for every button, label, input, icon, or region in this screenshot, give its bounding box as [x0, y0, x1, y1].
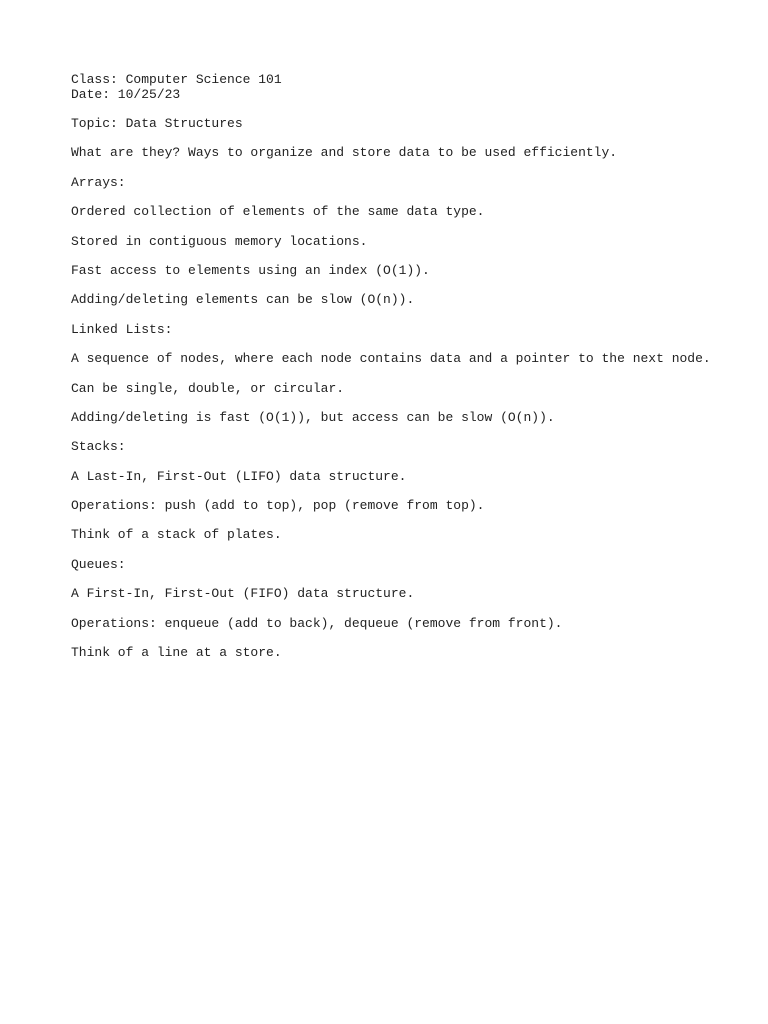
note-line: Operations: enqueue (add to back), dequeue (remove from front).	[71, 615, 563, 631]
note-line: A sequence of nodes, where each node contains data and a pointer to the next node.	[71, 351, 711, 367]
section-heading-queues: Queues:	[71, 556, 126, 572]
section-heading-stacks: Stacks:	[71, 439, 126, 455]
note-line: Adding/deleting is fast (O(1)), but access can be slow (O(n)).	[71, 409, 555, 425]
note-line: Ordered collection of elements of the same data type.	[71, 204, 485, 220]
note-line: Fast access to elements using an index (O(1)).	[71, 262, 430, 278]
note-line: Think of a stack of plates.	[71, 527, 282, 543]
definition-text: What are they? Ways to organize and store data to be used efficiently.	[71, 145, 618, 161]
class-line: Class: Computer Science 101	[71, 72, 282, 87]
note-line: Adding/deleting elements can be slow (O(n)).	[71, 292, 415, 308]
date-line: Date: 10/25/23	[71, 87, 181, 102]
notes-header	[71, 72, 751, 102]
section-heading-linked-lists: Linked Lists:	[71, 321, 173, 337]
section-heading-arrays: Arrays:	[71, 174, 126, 190]
note-line: A Last-In, First-Out (LIFO) data structure.	[71, 468, 407, 484]
note-line: Can be single, double, or circular.	[71, 380, 345, 396]
topic-heading: Topic: Data Structures	[71, 116, 243, 131]
note-line: Stored in contiguous memory locations.	[71, 233, 368, 249]
note-line: Operations: push (add to top), pop (remove from top).	[71, 498, 485, 514]
document-page	[71, 72, 751, 660]
note-line: Think of a line at a store.	[71, 645, 282, 661]
note-line: A First-In, First-Out (FIFO) data structure.	[71, 586, 415, 602]
